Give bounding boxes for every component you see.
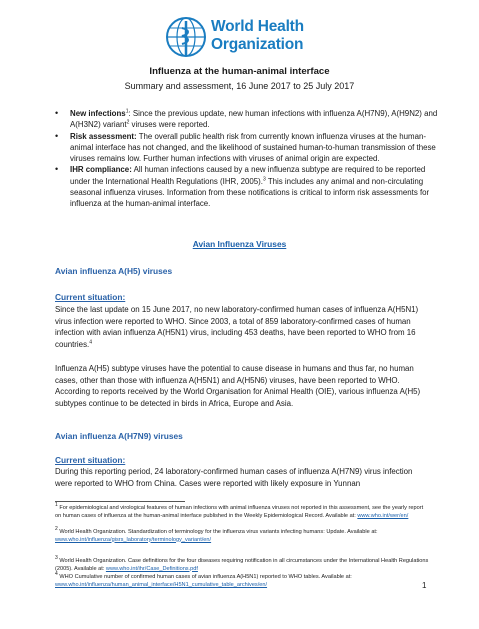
paragraph-h7n9-situation: During this reporting period, 24 laboratory-confirmed human cases of influenza A(H7N9) virus infection were reported to WHO from China. Cases were reported with likely exposure in Yunnan [55,467,413,488]
footnote-link[interactable]: www.who.int/influenza/human_animal_interface/H5N1_cumulative_table_archives/en/ [55,581,268,588]
bullet-text: : Since the previous update, new human infections with influenza A(H7N9), [128,109,390,118]
summary-bullets [55,108,445,210]
footnote-4 [55,571,430,589]
footnote-ref[interactable]: 1 [125,108,129,115]
section-heading-h5: Avian influenza A(H5) viruses [55,266,173,276]
page-number: 1 [422,581,427,590]
bullet-label: IHR compliance: [70,165,132,175]
bullet-dot-icon: • [55,164,59,175]
bullet-text: All human infections caused by a new influenza subtype are required to be reported under the International Health Regulations (IHR, 2005). [70,165,426,186]
org-name-line2: Organization [211,36,304,53]
footnote-1 [55,502,430,520]
bullet-dot-icon: • [55,130,59,141]
paragraph-text: Since the last update on 15 June 2017, no new laboratory-confirmed human cases of influenza A(H5N1) virus infection were reported to WHO. Since 2003, a total of 859 laboratory-confirmed cases of human infection with avian influenza A(H5N1) virus, including 453 deaths, have been reported to WHO from 16 countries. [55,305,419,349]
page-subtitle: Summary and assessment, 16 June 2017 to 25 July 2017 [124,81,355,91]
footnote-link[interactable]: www.who.int/influenza/gisrs_laboratory/terminology_variant/en/ [55,536,212,543]
footnote-number: 2 [55,526,58,533]
bullet-text: This includes any animal and non-circulating seasonal influenza viruses. Information from these notifications is critical to inform risk assessments for influenza at the human-animal interface. [70,176,430,209]
page-title: Influenza at the human-animal interface [149,66,330,77]
who-emblem-icon [165,16,207,58]
bullet-label: Risk assessment: [70,131,137,141]
bullet-text: A(H9N2) and A(H3N2) variant [70,109,438,130]
footnote-text: For epidemiological and virological features of human infections with animal influenza viruses not reported in this assessment, see the yearly report on human cases of influenza at the human-animal interface published in the Weekly Epidemiological Record. Available at: [55,505,424,519]
section-heading-h7n9: Avian influenza A(H7N9) viruses [55,431,183,441]
bullet-new-infections [55,108,445,131]
current-situation-label: Current situation: [55,455,126,465]
paragraph-h5-subtypes: Influenza A(H5) subtype viruses have the potential to cause disease in humans and thus far, no human cases, other than those with influenza A(H5N1) and A(H5N6) viruses, have been reported to WHO. According to reports received by the World Organisation for Animal Health (OIE), various influenza A(H5) subtypes continue to be detected in birds in Africa, Europe and Asia. [55,364,421,408]
org-name-line1: World Health [211,18,304,35]
footnote-link[interactable]: www.who.int/wer/en/ [357,512,409,519]
footnote-text: World Health Organization. Standardization of terminology for the influenza virus variants infecting humans: Update. Available at: [59,529,378,535]
footnote-ref[interactable]: 4 [89,339,92,346]
bullet-risk-assessment [55,131,445,165]
footnote-ref[interactable]: 2 [126,119,130,126]
footnote-2 [55,526,430,544]
footnote-ref[interactable]: 3 [263,176,266,183]
bullet-label: New infections [70,109,126,118]
footnote-number: 1 [55,502,58,509]
bullet-text: The overall public health risk from currently known influenza viruses at the human-animal interface has not changed, and the likelihood of sustained human-to-human transmission of these viruses remains low. Further human infections with viruses of animal origin are expected. [70,131,436,164]
paragraph-h5-situation [55,304,427,350]
bullet-dot-icon: • [55,108,59,118]
footnote-divider [55,501,185,502]
footnote-text: WHO Cumulative number of confirmed human cases of avian influenza A(H5N1) reported to WHO tables. Available at: [59,574,352,580]
footnote-number: 4 [55,571,58,578]
bullet-ihr-compliance [55,164,445,209]
footnote-text: World Health Organization. Case definitions for the four diseases requiring notification in all circumstances under the International Health Regulations (2005). Available at: [55,558,429,572]
footnote-3 [55,555,430,573]
who-logo [165,16,325,60]
current-situation-label: Current situation: [55,292,126,302]
org-name [211,18,304,54]
footnote-number: 3 [55,555,58,562]
bullet-text: viruses were reported. [129,120,210,130]
section-link-avian-influenza[interactable]: Avian Influenza Viruses [192,239,287,249]
footnote-link[interactable]: www.who.int/ihr/Case_Definitions.pdf [105,565,198,572]
